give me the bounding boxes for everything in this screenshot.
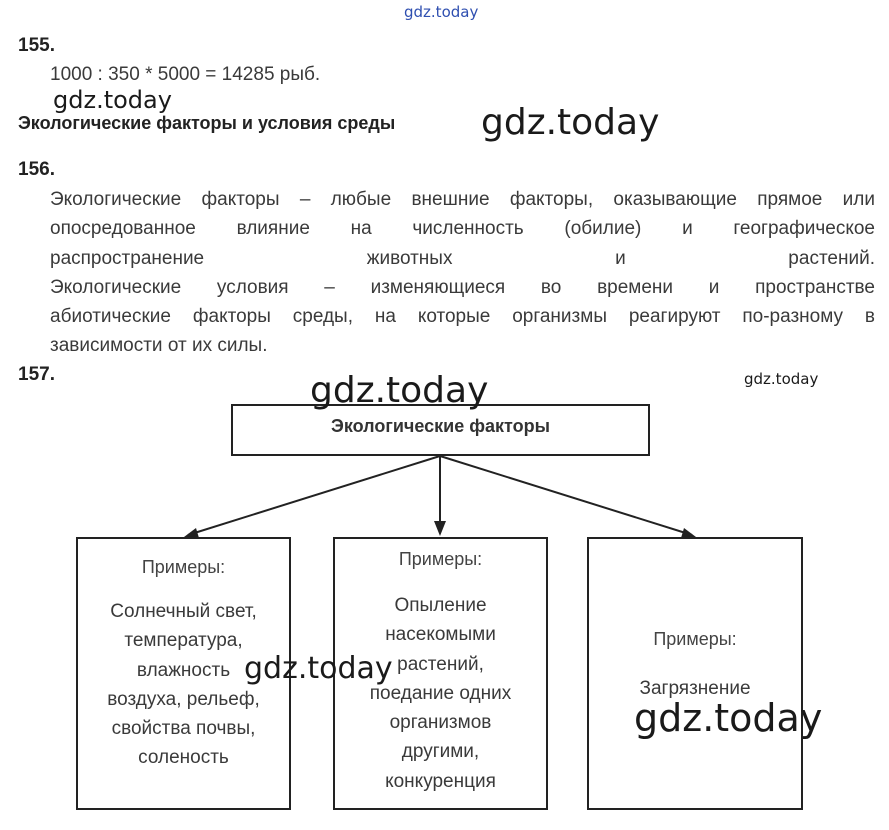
connector-line-right: [440, 456, 692, 535]
box-line: организмов: [389, 712, 492, 734]
box-line: насекомыми: [385, 624, 496, 646]
root-box-title: Экологические факторы: [331, 416, 550, 436]
box-line: свойства почвы,: [111, 718, 256, 740]
paragraph-line: абиотические факторы среды, на которые организмы реагируют по-разному в: [50, 306, 875, 328]
task-155-formula: 1000 : 350 * 5000 = 14285 рыб.: [50, 64, 321, 85]
watermark-1: gdz.today: [53, 86, 172, 114]
example-box-3: [587, 537, 803, 810]
example-box-3-label: Примеры:: [653, 629, 737, 649]
box-line: другими,: [401, 741, 480, 763]
box-line: воздуха, рельеф,: [107, 688, 260, 710]
paragraph-line: Экологические факторы – любые внешние факторы, оказывающие прямое или: [50, 189, 875, 210]
box-line: температура,: [124, 630, 243, 652]
box-line: поедание одних: [369, 682, 512, 704]
box-line: Загрязнение: [639, 678, 751, 699]
watermark-5: gdz.today: [244, 651, 393, 686]
box-line: конкуренция: [385, 770, 496, 792]
box-line: влажность: [136, 659, 231, 681]
arrowhead-center: [434, 521, 446, 536]
example-box-2-body: [335, 591, 546, 796]
paragraph-line: распространение животных и растений.: [50, 247, 875, 269]
example-box-2-label: Примеры:: [398, 549, 483, 569]
section-heading: Экологические факторы и условия среды: [18, 113, 396, 133]
example-box-1-label: Примеры:: [141, 557, 226, 577]
paragraph-line: зависимости от их силы.: [50, 335, 268, 357]
connector-line-left: [188, 456, 440, 535]
watermark-6: gdz.today: [634, 696, 823, 740]
task-156-number: 156.: [18, 159, 55, 180]
box-line: Солнечный свет,: [110, 601, 257, 622]
task-155-number: 155.: [18, 35, 55, 56]
root-box: [231, 404, 650, 456]
box-line: Опыление: [394, 595, 487, 616]
box-line: соленость: [138, 747, 229, 769]
task-157-number: 157.: [18, 364, 55, 385]
box-line: растений,: [397, 653, 484, 675]
watermark-2: gdz.today: [481, 102, 660, 143]
paragraph-line: Экологические условия – изменяющиеся во времени и пространстве: [50, 276, 875, 298]
watermark-4: gdz.today: [310, 370, 489, 411]
paragraph-line: опосредованное влияние на численность (обилие) и географическое: [50, 218, 875, 240]
watermark-top: gdz.today: [404, 3, 479, 21]
watermark-3: gdz.today: [744, 370, 819, 388]
